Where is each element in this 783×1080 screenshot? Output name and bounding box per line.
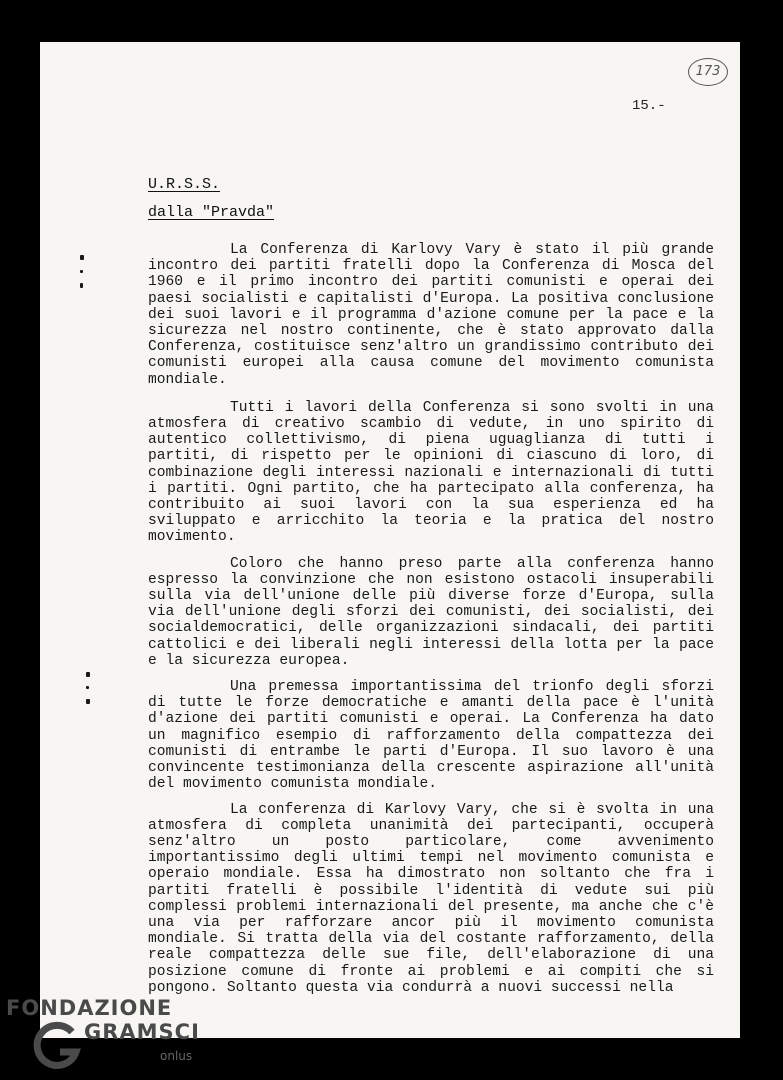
watermark xyxy=(0,996,200,1080)
archive-folio-number: 173 xyxy=(688,58,728,86)
margin-mark xyxy=(86,672,90,677)
paragraph: La conferenza di Karlovy Vary, che si è svolta in una atmosfera di completa unanimità dei partecipanti, occuperà senz'altro un posto particolare, come avvenimento importantissimo degli ultimi tempi nel movimento comunista e operaio mondiale. Essa ha dimostrato non soltanto che fra i partiti fratelli è possibile l'identità di vedute sui più complessi problemi internazionali del presente, ma anche che c'è una via per rafforzare ancor più il movimento comunista mondiale. Si tratta della via del costante rafforzamento, della reale compattezza delle sue file, dell'elaborazione di una posizione comune di fronte ai problemi e ai compiti che si pongono. Soltanto questa via condurrà a nuovi successi nella xyxy=(148,801,714,996)
paragraph: Coloro che hanno preso parte alla conferenza hanno espresso la convinzione che non esistono ostacoli insuperabili sulla via dell'unione delle più diverse forze d'Europa, sulla via dell'unione degli sforzi dei comunisti, dei socialisti, dei socialdemocratici, delle organizzazioni sindacali, dei partiti cattolici e dei liberali negli interessi della lotta per la pace e la sicurezza europea. xyxy=(148,555,714,669)
heading-source: dalla "Pravda" xyxy=(148,204,275,221)
heading-country: U.R.S.S. xyxy=(148,176,221,193)
watermark-line2: GRAMSCI xyxy=(84,1020,200,1044)
margin-mark xyxy=(80,270,83,273)
gramsci-logo-icon xyxy=(30,1018,86,1074)
watermark-suffix: onlus xyxy=(160,1049,193,1063)
margin-mark xyxy=(86,686,89,689)
paragraph: Una premessa importantissima del trionfo degli sforzi di tutte le forze democratiche e amanti della pace è l'unità d'azione dei partiti comunisti e operai. La Conferenza ha dato un magnifico esempio di rafforzamento della compattezza dei comunisti di entrambe le parti d'Europa. Il suo lavoro è una convincente testimonianza della crescente aspirazione all'unità del movimento comunista mondiale. xyxy=(148,679,714,793)
document-body xyxy=(148,242,714,996)
paragraph: La Conferenza di Karlovy Vary è stato il più grande incontro dei partiti fratelli dopo la Conferenza di Mosca del 1960 e il primo incontro dei partiti comunisti e operai dei paesi socialisti e capitalisti d'Europa. La positiva conclusione dei suoi lavori e il programma d'azione comune per la pace e la sicurezza nel nostro continente, che è stato approvato dalla Conferenza, costituisce senz'altro un grandissimo contributo dei comunisti europei alla causa comune del movimento comunista mondiale. xyxy=(148,242,714,388)
margin-mark xyxy=(80,255,84,260)
page-number: 15.- xyxy=(632,98,666,114)
watermark-line1: FONDAZIONE xyxy=(6,996,173,1020)
margin-mark xyxy=(86,699,90,704)
paragraph: Tutti i lavori della Conferenza si sono svolti in una atmosfera di creativo scambio di vedute, in uno spirito di autentico collettivismo, di piena uguaglianza di tutti i partiti, di rispetto per le opinioni di ciascuno di loro, di combinazione degli interessi nazionali e internazionali di tutti i partiti. Ogni partito, che ha partecipato alla conferenza, ha contribuito ai suoi lavori con la sua esperienza ed ha sviluppato e arricchito la teoria e la pratica del nostro movimento. xyxy=(148,399,714,546)
margin-mark xyxy=(80,283,83,288)
